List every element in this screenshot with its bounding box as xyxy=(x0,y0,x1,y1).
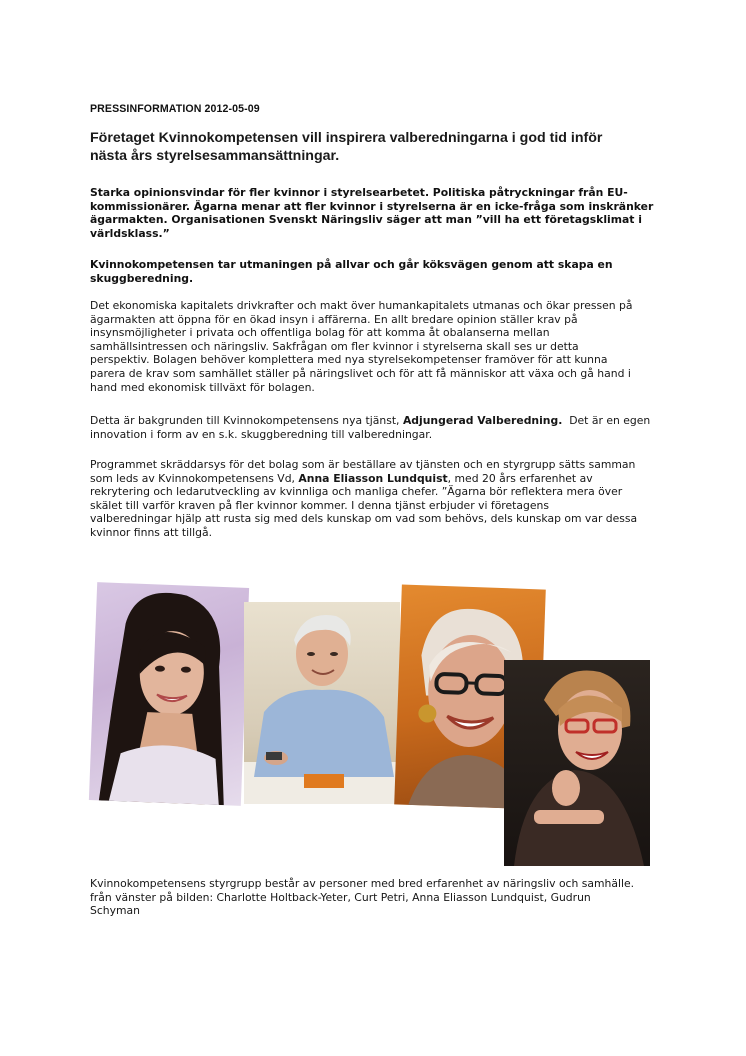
text-line: Schyman xyxy=(90,904,140,918)
text-fragment: som leds av Kvinnokompetensens Vd, xyxy=(90,471,299,485)
text-line: från vänster på bilden: Charlotte Holtback-Yeter, Curt Petri, Anna Eliasson Lundquist, Gudrun xyxy=(90,890,591,904)
portrait-illustration xyxy=(504,660,650,866)
press-header: PRESSINFORMATION 2012-05-09 xyxy=(90,103,260,115)
text-line: rekrytering och ledarutveckling av kvinnliga och manliga chefer. ”Ägarna bör reflektera mera över xyxy=(90,485,623,499)
text-line: Det ekonomiska kapitalets drivkrafter och makt över humankapitalets utmanas och ökar pressen på xyxy=(90,299,633,312)
headline-line: Företaget Kvinnokompetensen vill inspirera valberedningarna i god tid inför xyxy=(90,130,603,146)
ceo-name: Anna Eliasson Lundquist xyxy=(298,471,448,485)
text-line: hand med ekonomisk tillväxt för bolagen. xyxy=(90,380,315,394)
lead-paragraph-2 xyxy=(90,258,690,285)
text-line: perspektiv. Bolagen behöver komplettera med nya styrelsekompetenser framöver för att kunna xyxy=(90,353,608,367)
photo-woman-dark-hair xyxy=(89,582,249,806)
text-line: samhällsintressen och näringsliv. Sakfrågan om fler kvinnor i styrelserna skall ses ur detta xyxy=(90,339,579,353)
service-name: Adjungerad Valberedning. xyxy=(402,414,563,427)
photo-woman-red-glasses xyxy=(504,660,650,866)
text-line: kvinnor finns att tillgå. xyxy=(90,525,212,539)
text-line xyxy=(90,472,690,486)
text-line: skälet till varför kraven på fler kvinnor kommer. I denna tjänst erbjuder vi företagens xyxy=(90,498,549,512)
text-fragment: , med 20 års erfarenhet av xyxy=(447,471,593,485)
lead-paragraph-1 xyxy=(90,186,690,240)
text-line: insynsmöjligheter i privata och offentliga bolag för att komma åt obalanserna mellan xyxy=(90,326,550,340)
text-line: ägarmakten att öppna för en ökad insyn i affärerna. En allt bredare opinion ställer krav på xyxy=(90,312,578,326)
text-line: Starka opinionsvindar för fler kvinnor i styrelsearbetet. Politiska påtryckningar från EU- xyxy=(90,186,628,199)
portrait-illustration xyxy=(89,582,249,806)
photo-man-grey-hair xyxy=(244,602,400,804)
photo-caption xyxy=(90,877,690,918)
headline-line: nästa års styrelsesammansättningar. xyxy=(90,147,340,164)
text-line: Kvinnokompetensen tar utmaningen på allvar och går köksvägen genom att skapa en xyxy=(90,258,613,271)
text-line: parera de krav som samhället ställer på näringslivet och för att få människor att växa och gå hand i xyxy=(90,366,631,380)
body-paragraph-3 xyxy=(90,458,690,540)
text-line: Programmet skräddarsys för det bolag som är beställare av tjänsten och en styrgrupp sätts samman xyxy=(90,458,636,471)
body-paragraph-2 xyxy=(90,414,690,441)
text-line: kommissionärer. Ägarna menar att fler kvinnor i styrelserna är en icke-fråga som inskränker xyxy=(90,199,654,213)
text-line: skuggberedning. xyxy=(90,271,194,285)
text-line: ägarmakten. Organisationen Svenskt Näringsliv säger att man ”vill ha ett företagsklimat i xyxy=(90,213,642,227)
text-fragment: Det är en egen xyxy=(562,414,651,427)
body-paragraph-1 xyxy=(90,299,690,394)
text-line: valberedningar hjälp att rusta sig med dels kunskap om vad som behövs, dels kunskap om var dessa xyxy=(90,512,638,526)
headline xyxy=(90,130,680,165)
text-line: världsklass.” xyxy=(90,226,170,240)
portrait-illustration xyxy=(244,602,400,804)
text-fragment: Detta är bakgrunden till Kvinnokompetensens nya tjänst, xyxy=(90,414,403,427)
text-line xyxy=(90,414,690,428)
text-line: innovation i form av en s.k. skuggberedning till valberedningar. xyxy=(90,427,433,441)
text-line: Kvinnokompetensens styrgrupp består av personer med bred erfarenhet av näringsliv och samhälle. xyxy=(90,877,635,890)
